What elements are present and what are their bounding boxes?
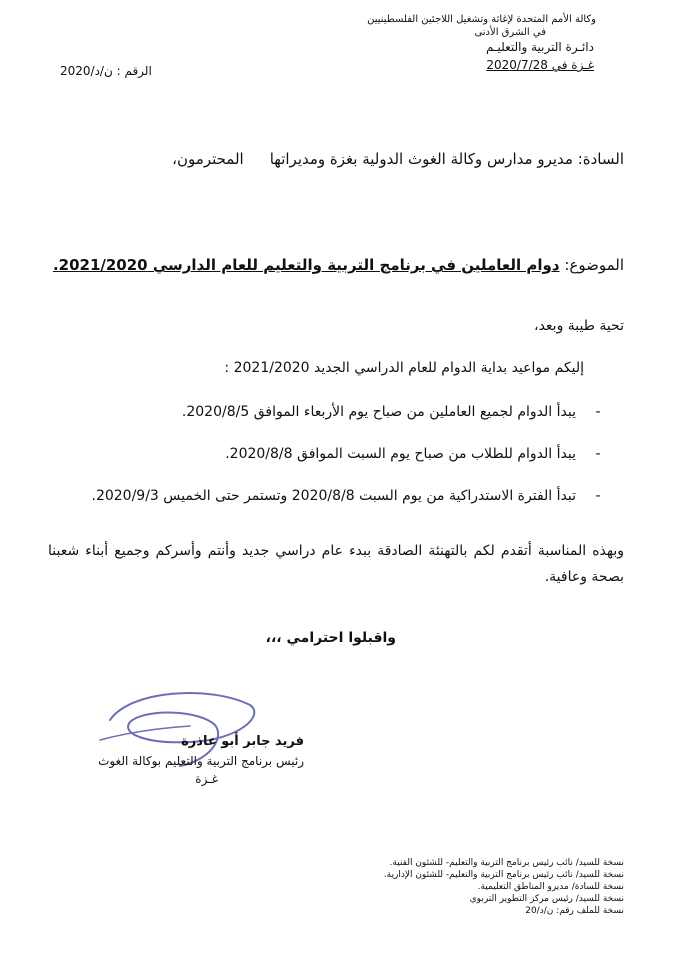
signer-title: رئيس برنامج التربية والتعليم بوكالة الغوث xyxy=(98,754,304,768)
cc-line: نسخة للسيد/ رئيس مركز التطوير التربوي xyxy=(469,894,624,904)
cc-line: نسخة للسيد/ نائب رئيس برنامج التربية والتعليم- للشئون الفنية. xyxy=(389,858,624,868)
cc-line: نسخة للسادة/ مديرو المناطق التعليمية. xyxy=(477,882,624,892)
bullet-dash: - xyxy=(595,404,601,420)
list-item xyxy=(182,404,608,420)
signer-city: غـزة xyxy=(195,772,218,786)
addressee xyxy=(172,150,624,168)
addressee-to: السادة: مديرو مدارس وكالة الغوث الدولية بغزة ومديراتها xyxy=(269,150,624,168)
list-item-text: تبدأ الفترة الاستدراكية من يوم السبت 2020/8/8 وتستمر حتى الخميس 2020/9/3. xyxy=(91,488,576,504)
cc-line: نسخة للسيد/ نائب رئيس برنامج التربية والتعليم- للشئون الإدارية. xyxy=(383,870,624,880)
list-item-text: يبدأ الدوام للطلاب من صباح يوم السبت الموافق 2020/8/8. xyxy=(225,446,576,462)
bullet-dash: - xyxy=(595,446,601,462)
cc-line: نسخة للملف رقم: ن/د/20 xyxy=(525,906,624,916)
greeting: تحية طيبة وبعد، xyxy=(534,318,624,334)
org-name-line2: في الشرق الأدنى xyxy=(474,27,546,38)
closing-paragraph: وبهذه المناسبة أتقدم لكم بالتهنئة الصادقة ببدء عام دراسي جديد وأنتم وأسركم وجميع أبناء شعبنا بصحة وعافية. xyxy=(48,543,624,585)
list-item xyxy=(91,488,608,504)
list-item xyxy=(225,446,608,462)
org-name-line1: وكالة الأمم المتحدة لإغاثة وتشغيل اللاجئين الفلسطينيين xyxy=(367,14,596,25)
department-name: دائـرة التربية والتعليـم xyxy=(486,40,594,54)
bullet-dash: - xyxy=(595,488,601,504)
list-item-text: يبدأ الدوام لجميع العاملين من صباح يوم الأربعاء الموافق 2020/8/5. xyxy=(181,404,576,420)
regards-line: واقبلوا احترامي ،،، xyxy=(265,630,396,646)
intro-line: إليكم مواعيد بداية الدوام للعام الدراسي الجديد 2021/2020 : xyxy=(224,360,584,376)
subject-label: الموضوع: xyxy=(564,256,624,274)
reference-number: الرقم : ن/د/2020 xyxy=(60,64,152,78)
subject-line xyxy=(53,256,624,274)
letter-date: غـزة في 2020/7/28 xyxy=(486,58,594,72)
subject-text: دوام العاملين في برنامج التربية والتعليم للعام الدارسي 2021/2020. xyxy=(52,256,560,274)
addressee-respect: المحترمون، xyxy=(172,150,244,168)
signer-name: فريد جابر أبو عاذرة xyxy=(181,734,304,749)
